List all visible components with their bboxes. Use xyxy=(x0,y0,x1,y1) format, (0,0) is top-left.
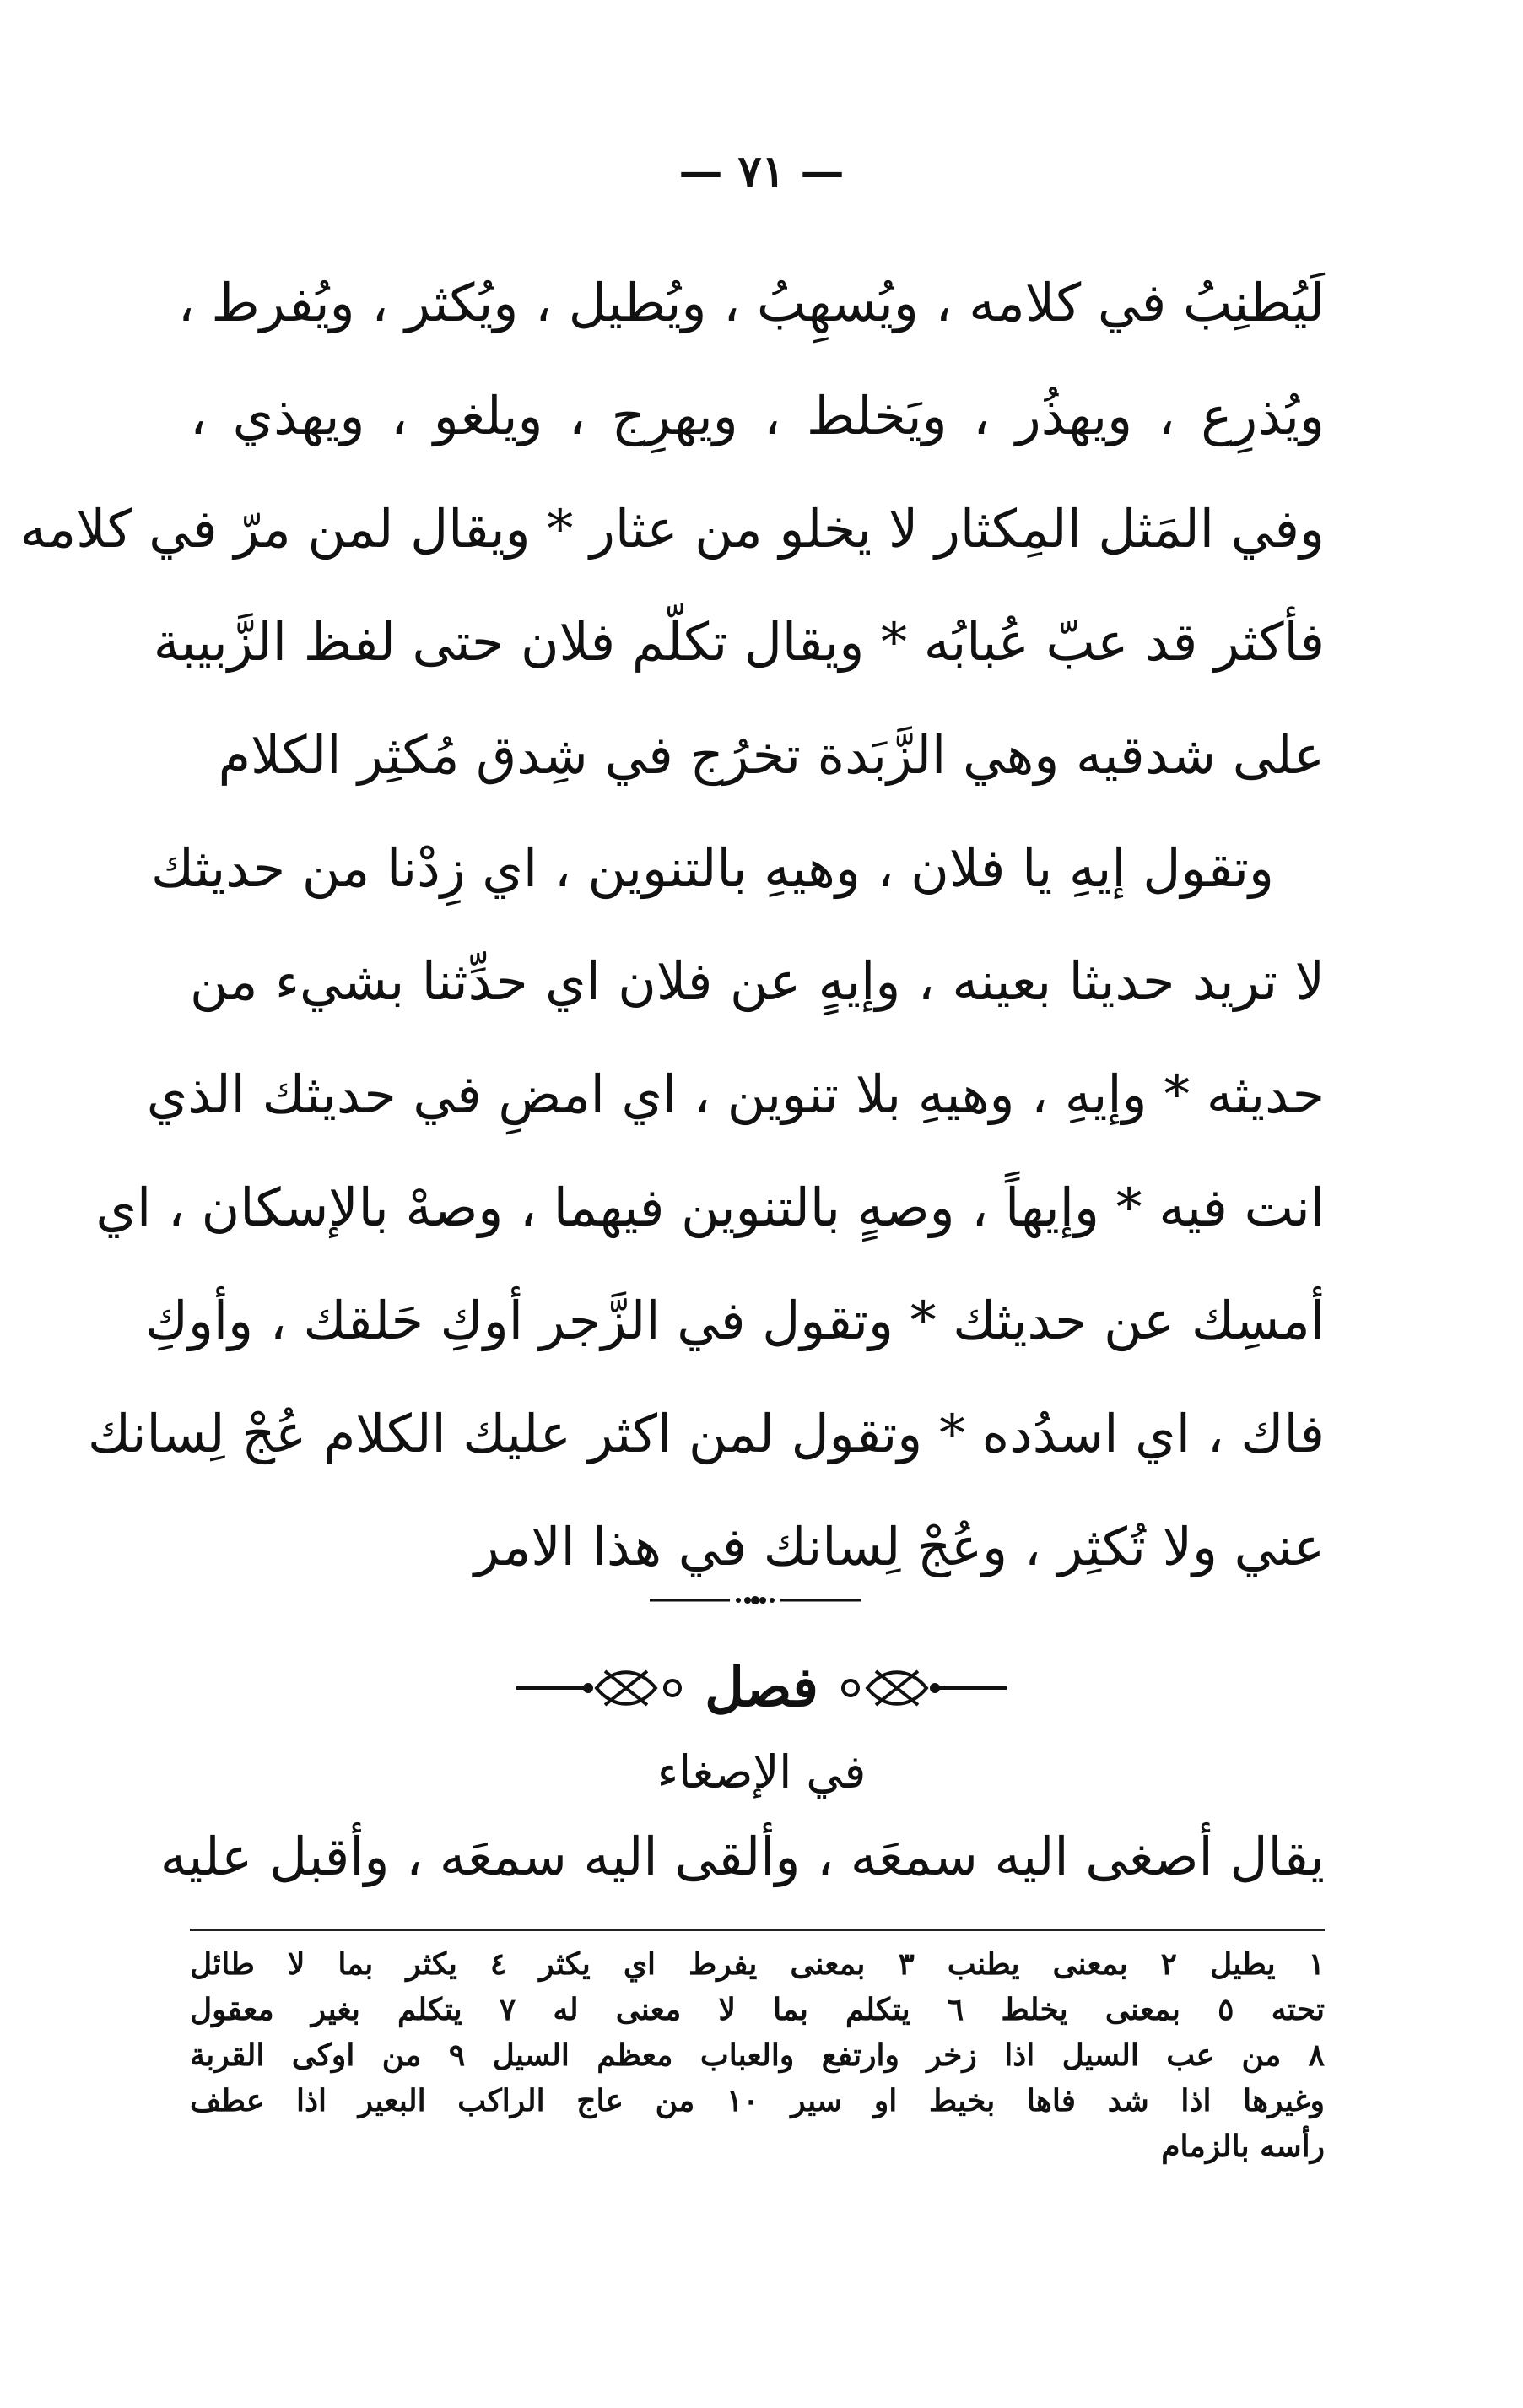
text-line: انت فيه * وإيهاً ، وصهٍ بالتنوين فيهما ، وصهْ بالإسكان ، اي xyxy=(95,1177,1325,1238)
text-line: فأكثر قد عبّ عُبابُه * ويقال تكلّم فلان حتى لفظ الزَّبيبة xyxy=(153,611,1325,673)
ornament-left-icon xyxy=(512,1663,689,1713)
text-line: أمسِك عن حديثك * وتقول في الزَّجر أوكِ حَلقك ، وأوكِ xyxy=(144,1290,1325,1351)
section-heading xyxy=(0,1646,1523,1730)
footnote-line: ٨ من عب السيل اذا زخر وارتفع والعباب معظم السيل ٩ من اوكى القربة xyxy=(190,2037,1326,2073)
section-divider xyxy=(650,1592,861,1609)
footnote-line: وغيرها اذا شد فاها بخيط او سير ١٠ من عاج الراكب البعير اذا عطف xyxy=(190,2083,1326,2118)
text-line: وفي المَثل المِكثار لا يخلو من عثار * ويقال لمن مرّ في كلامه xyxy=(19,498,1325,560)
section-subtitle: في الإصغاء xyxy=(656,1745,867,1799)
text-line: وتقول إيهِ يا فلان ، وهيهِ بالتنوين ، اي زِدْنا من حديثك xyxy=(151,837,1274,899)
ornament-right-icon xyxy=(834,1663,1011,1713)
text-line: لَيُطنِبُ في كلامه ، ويُسهِبُ ، ويُطيل ، ويُكثر ، ويُفرط ، xyxy=(177,272,1325,333)
footnote-line: رأسه بالزمام xyxy=(1161,2129,1325,2164)
text-line: على شدقيه وهي الزَّبَدة تخرُج في شِدق مُكثِر الكلام xyxy=(218,724,1325,786)
text-line: فاك ، اي اسدُده * وتقول لمن اكثر عليك الكلام عُجْ لِسانك xyxy=(87,1403,1325,1464)
footnote-line: ١ يطيل ٢ بمعنى يطنب ٣ بمعنى يفرط اي يكثر ٤ يكثر بما لا طائل xyxy=(190,1946,1325,1982)
text-line: ويُذرِع ، ويهذُر ، ويَخلط ، ويهرِج ، ويلغو ، ويهذي ، xyxy=(190,385,1325,446)
text-line: عني ولا تُكثِر ، وعُجْ لِسانك في هذا الامر xyxy=(473,1516,1325,1577)
footnote-rule xyxy=(190,1929,1325,1931)
section-title: فصل xyxy=(705,1656,818,1719)
text-line: حديثه * وإيهِ ، وهيهِ بلا تنوين ، اي امضِ في حديثك الذي xyxy=(146,1063,1325,1125)
text-line: لا تريد حديثا بعينه ، وإيهٍ عن فلان اي حدِّثنا بشيء من xyxy=(190,950,1325,1012)
page-number: — ٧١ — xyxy=(678,146,845,198)
footnotes xyxy=(190,1941,1325,2169)
footnote-line: تحته ٥ بمعنى يخلط ٦ يتكلم بما لا معنى له ٧ يتكلم بغير معقول xyxy=(190,1992,1325,2027)
section-first-line: يقال أصغى اليه سمعَه ، وألقى اليه سمعَه ، وأقبل عليه xyxy=(159,1826,1325,1887)
body-text xyxy=(19,246,1325,1604)
